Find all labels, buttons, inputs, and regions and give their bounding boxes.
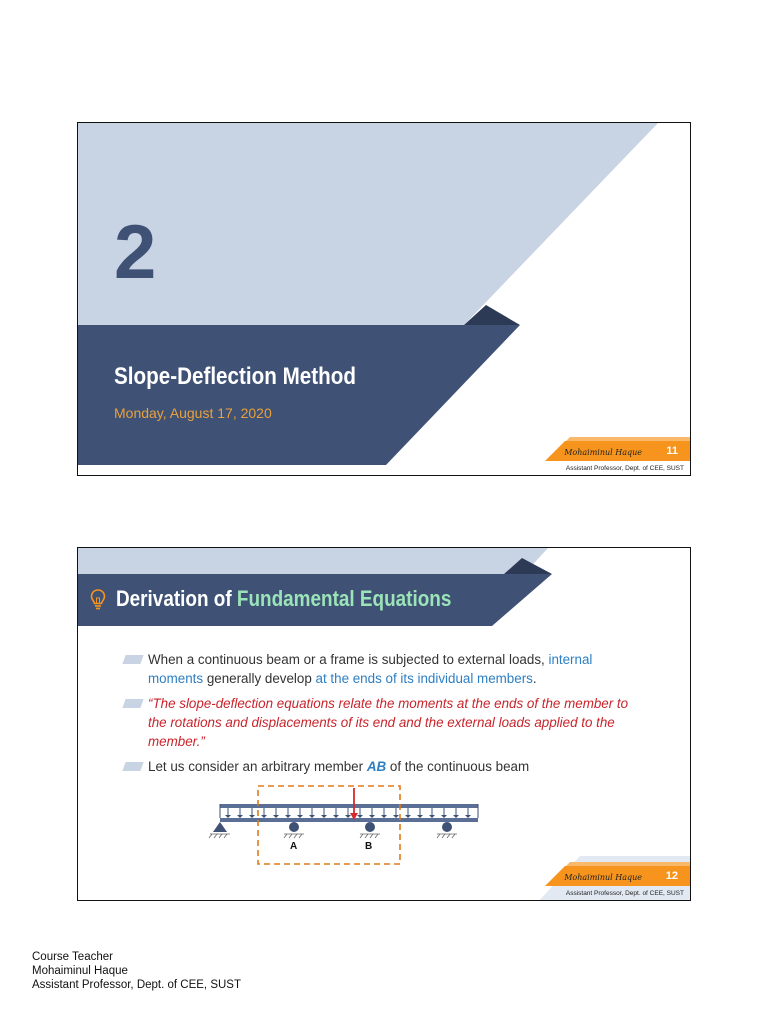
bullet-1: When a continuous beam or a frame is subjected to external loads, internal moments generally develop at the ends of its individual members. <box>124 650 644 688</box>
slide-title: Slope-Deflection Method <box>114 363 356 390</box>
bullet-3-text: Let us consider an arbitrary member <box>148 759 364 774</box>
footer-signature: Mohaiminul Haque <box>564 448 642 457</box>
bullet-marker <box>122 655 143 664</box>
bullet-1-text-2: generally develop <box>206 671 312 686</box>
note-line-2: Mohaiminul Haque <box>32 965 128 977</box>
slide-12 <box>77 547 691 901</box>
bullet-list <box>124 650 644 782</box>
internal-moments-text: internal moments <box>148 652 593 686</box>
roller-support-a <box>289 822 299 832</box>
bullet-3-text-2: of the continuous beam <box>389 759 530 774</box>
footer-signature: Mohaiminul Haque <box>564 873 642 882</box>
slide-date: Monday, August 17, 2020 <box>114 405 272 421</box>
course-teacher-note <box>32 950 241 992</box>
page-number: 12 <box>665 870 678 882</box>
section-number: 2 <box>114 210 157 295</box>
member-ab-highlight-box <box>258 786 400 864</box>
pin-support <box>213 822 227 832</box>
ends-of-members-text: at the ends of its individual members <box>315 671 533 686</box>
lightbulb-icon <box>90 588 106 612</box>
page-number: 11 <box>666 445 678 457</box>
label-a: A <box>290 841 298 852</box>
bullet-2 <box>124 694 644 751</box>
label-b: B <box>365 841 373 852</box>
bullet-marker <box>122 699 143 708</box>
slide-11 <box>77 122 691 476</box>
footer-affiliation: Assistant Professor, Dept. of CEE, SUST <box>565 465 684 472</box>
heading-part-1: Derivation of <box>116 586 232 611</box>
roller-support-c <box>442 822 452 832</box>
footer-affiliation: Assistant Professor, Dept. of CEE, SUST <box>565 890 684 897</box>
continuous-beam-diagram <box>206 784 486 868</box>
member-ab-text: AB <box>366 759 387 774</box>
heading-part-2: Fundamental Equations <box>236 586 452 611</box>
bullet-1-text: When a continuous beam or a frame is subjected to external loads, <box>148 652 545 667</box>
slide1-background-shapes <box>78 123 691 476</box>
quote-text: “The slope-deflection equations relate the moments at the ends of the member to the rotations and displacements of its end and the external loads applied to the member.” <box>148 696 629 749</box>
note-line-3: Assistant Professor, Dept. of CEE, SUST <box>32 979 241 991</box>
bullet-marker <box>122 762 143 771</box>
slide-heading <box>116 586 506 612</box>
note-line-1: Course Teacher <box>32 951 113 963</box>
bullet-3 <box>124 757 644 776</box>
roller-support-b <box>365 822 375 832</box>
